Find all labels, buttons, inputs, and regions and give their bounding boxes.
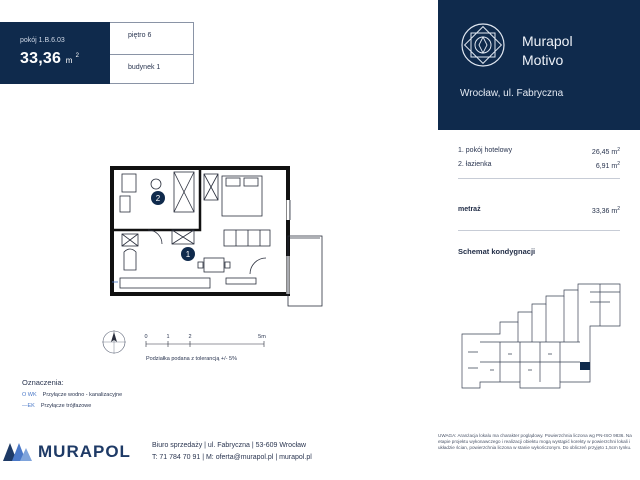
room-row — [458, 161, 620, 175]
room-area-value: 26,45 m — [591, 149, 618, 156]
murapol-wordmark: MURAPOL — [38, 442, 131, 461]
motivo-logo-icon — [460, 22, 506, 68]
room-label: 1. pokój hotelowy — [458, 147, 513, 154]
unit-id: pokój 1.B.6.03 — [20, 37, 65, 44]
brand-header — [438, 0, 640, 130]
legend-title: Oznaczenia: — [22, 378, 64, 387]
scale-tick-label: 1 — [166, 334, 170, 340]
room-area — [596, 161, 620, 170]
total-label: metraż — [458, 206, 481, 213]
total-value-sup: 2 — [617, 206, 620, 212]
legend-item — [22, 403, 91, 409]
unit-area — [20, 50, 79, 68]
room-area-sup: 2 — [617, 147, 620, 153]
floor-schema-diagram — [460, 282, 630, 394]
contact-line: Biuro sprzedaży | ul. Fabryczna | 53-609 Wrocław — [152, 442, 307, 449]
brand-name-line2: Motivo — [522, 52, 564, 68]
building-label: budynek 1 — [110, 54, 193, 85]
brand-name — [522, 32, 573, 70]
floor-label: piętro 6 — [128, 32, 152, 39]
legend-item — [22, 392, 122, 398]
brand-name-line1: Murapol — [522, 33, 573, 49]
disclaimer-note: UWAGA: Aranżacja lokalu ma charakter poglądowy. Powierzchnia liczona wg PN-ISO 9836. Na etapie projektu wykonawczego i realizacji obiektu mogą wystąpić korekty w powierzchni lokali i układzie ścian, powierzchnia liczona w stanie wykończonym. Do obliczeń przyjęto 1,5cm tynku. — [438, 433, 632, 450]
divider — [458, 230, 620, 231]
scale-bar — [140, 330, 270, 352]
floor-plan-diagram — [100, 160, 330, 310]
compass-icon — [100, 328, 128, 356]
brand-address: Wrocław, ul. Fabryczna — [460, 88, 564, 99]
room-row — [458, 147, 620, 161]
scale-tick-label: 2 — [188, 334, 192, 340]
unit-area-unit: m — [65, 56, 73, 65]
legend-label: Przyłącze wodno - kanalizacyjne — [42, 392, 123, 398]
total-value — [592, 206, 620, 215]
unit-area-value: 33,36 — [20, 50, 62, 67]
schema-title: Schemat kondygnacji — [458, 247, 536, 256]
footer-contact — [152, 440, 312, 464]
legend-code: O WK — [22, 392, 37, 398]
divider — [458, 178, 620, 179]
total-value-text: 33,36 m — [591, 208, 618, 215]
room-area-sup: 2 — [617, 161, 620, 167]
current-unit-highlight — [580, 362, 590, 370]
legend-code: —EK — [22, 403, 35, 409]
murapol-mark-icon — [2, 440, 32, 462]
contact-line[interactable]: T: 71 784 70 91 | M: oferta@murapol.pl | murapol.pl — [152, 454, 312, 461]
unit-summary-box — [0, 22, 110, 84]
unit-area-sup: 2 — [75, 53, 80, 59]
scale-tick-label: 0 — [144, 334, 148, 340]
total-area-row — [458, 206, 620, 213]
room-marker-1-label: 1 — [185, 250, 191, 259]
murapol-logo — [0, 438, 140, 466]
room-area-value: 6,91 m — [595, 163, 618, 170]
room-label: 2. łazienka — [458, 161, 492, 168]
legend-label: Przyłącze trójfazowe — [40, 403, 92, 409]
scale-caption: Podziałka podana z tolerancją +/- 5% — [146, 356, 237, 362]
room-marker-2-label: 2 — [155, 194, 161, 203]
scale-tick-label: 5m — [258, 334, 266, 340]
room-list — [458, 147, 620, 175]
room-area — [592, 147, 620, 156]
unit-meta-box — [110, 22, 194, 84]
